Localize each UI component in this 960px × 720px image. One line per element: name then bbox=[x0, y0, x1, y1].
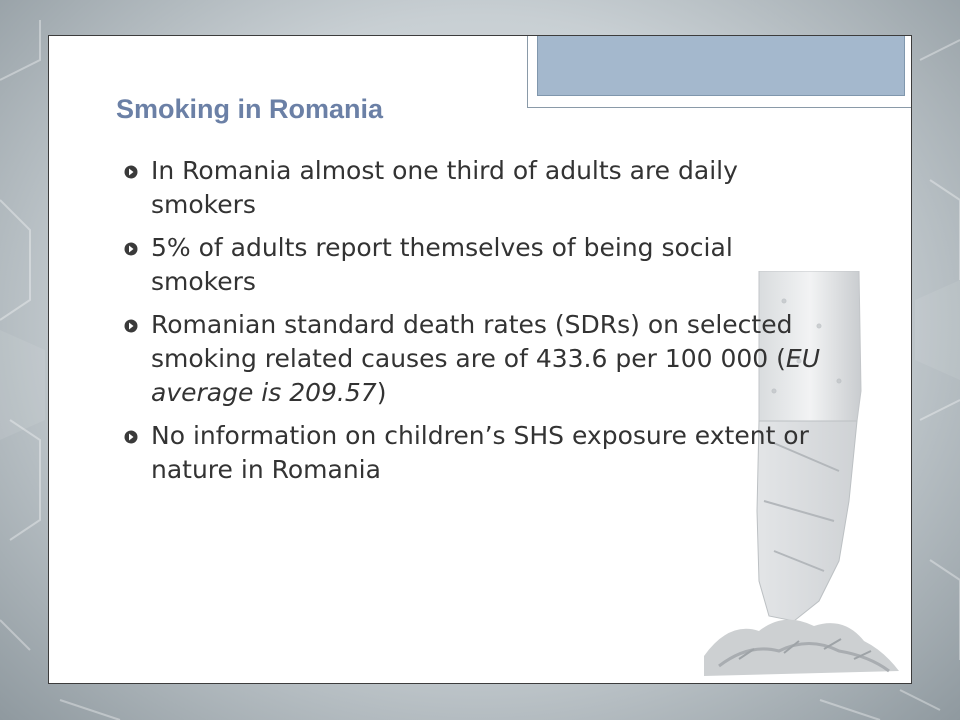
bullet-item bbox=[124, 154, 824, 222]
bullet-text: No information on children’s SHS exposure extent or nature in Romania bbox=[151, 421, 809, 484]
bullet-text-italic: EU average is 209.57 bbox=[151, 344, 821, 407]
bullet-item bbox=[124, 231, 824, 299]
arrow-right-circle-icon bbox=[124, 430, 138, 444]
slide-title: Smoking in Romania bbox=[116, 94, 384, 124]
bullet-text-end: ) bbox=[376, 378, 387, 407]
bullet-text: Romanian standard death rates (SDRs) on selected smoking related causes are of 433.6 per 100 000 ( bbox=[151, 310, 793, 373]
decorative-top-tab bbox=[527, 36, 912, 108]
arrow-right-circle-icon bbox=[124, 165, 138, 179]
arrow-right-circle-icon bbox=[124, 242, 138, 256]
decorative-top-tab-fill bbox=[537, 36, 905, 96]
bullet-text: 5% of adults report themselves of being social smokers bbox=[151, 233, 733, 296]
bullet-list bbox=[124, 154, 824, 496]
bullet-item bbox=[124, 419, 824, 487]
slide bbox=[48, 35, 912, 684]
bullet-item bbox=[124, 308, 824, 410]
arrow-right-circle-icon bbox=[124, 319, 138, 333]
bullet-text: In Romania almost one third of adults are daily smokers bbox=[151, 156, 738, 219]
